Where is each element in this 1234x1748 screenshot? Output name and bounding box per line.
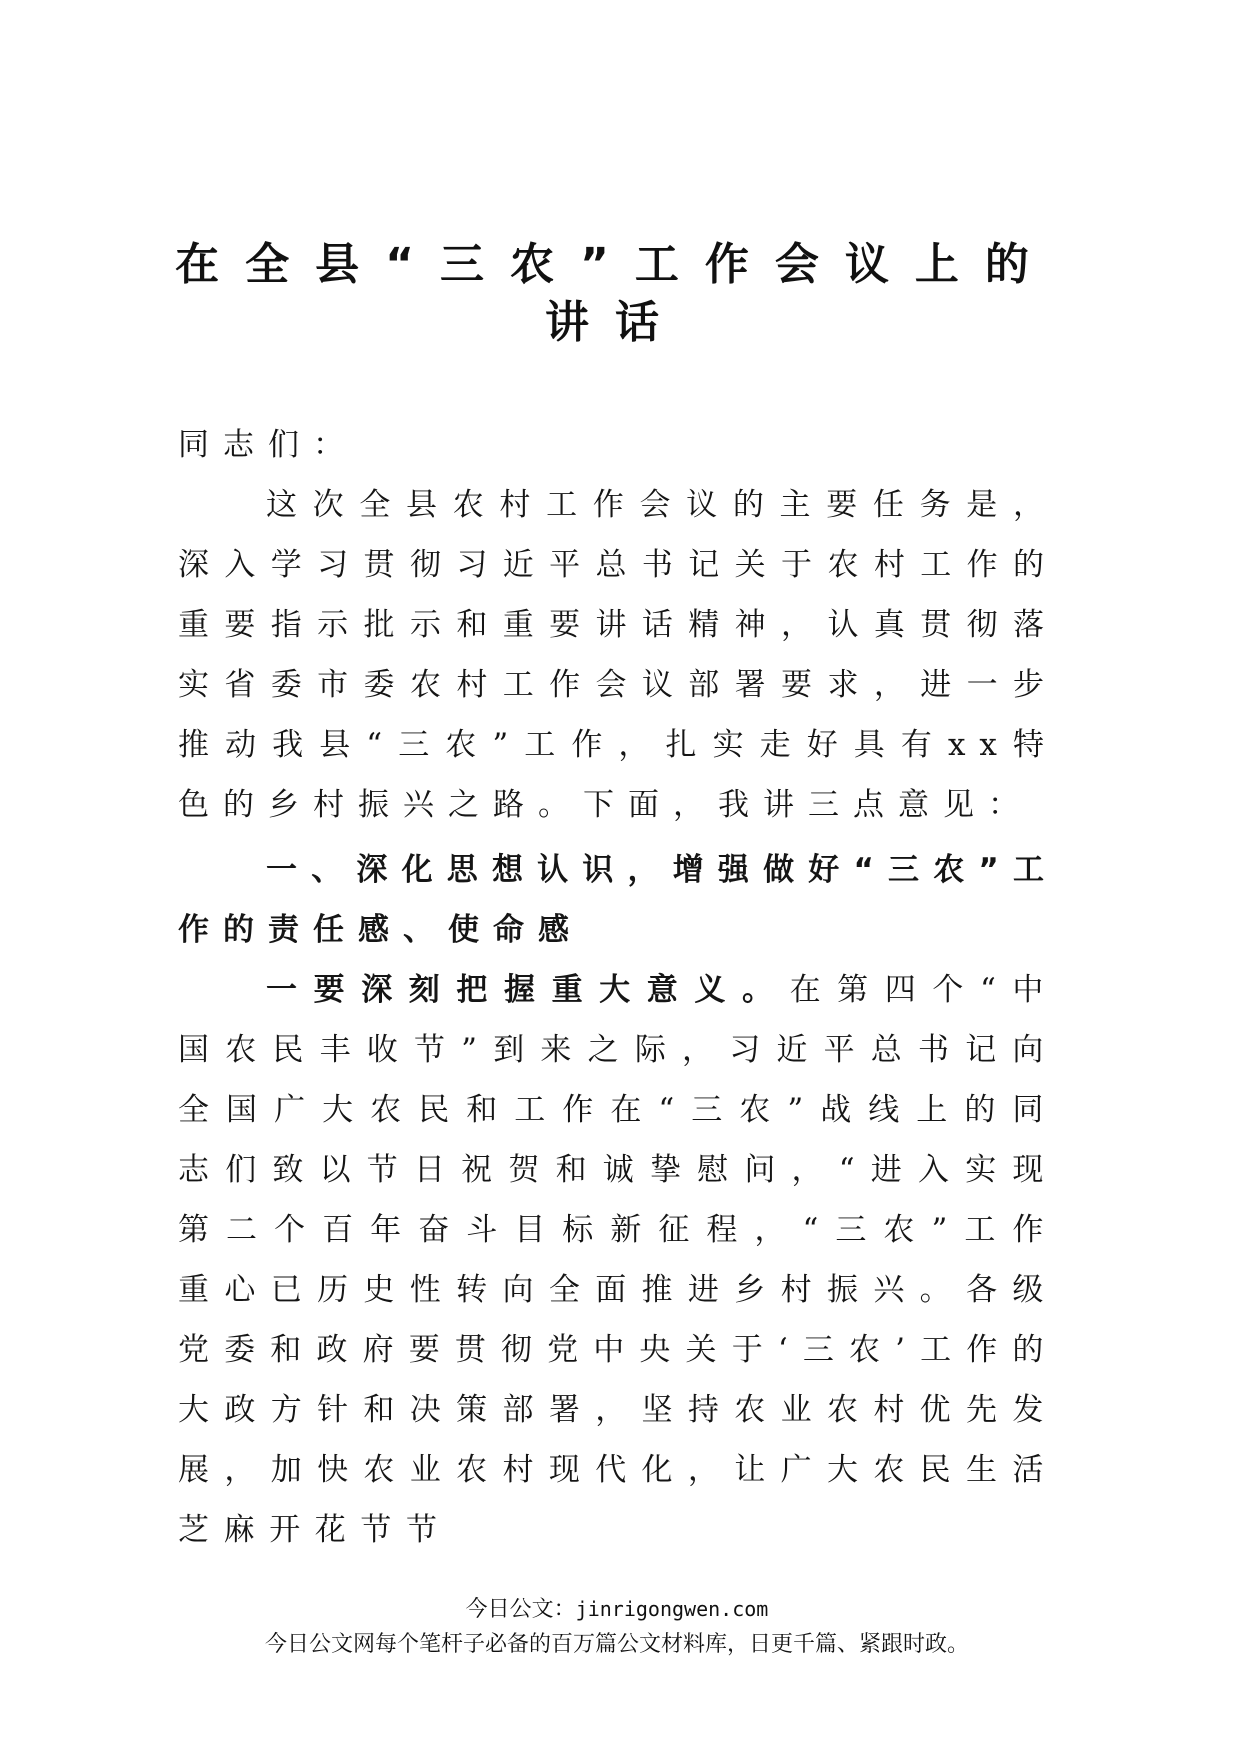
paragraph-lead-sentence: 一要深刻把握重大意义。 — [266, 972, 790, 1008]
footer-site-url[interactable]: jinrigongwen.com — [575, 1597, 769, 1621]
footer-slogan: 今日公文网每个笔杆子必备的百万篇公文材料库，日更千篇、紧跟时政。 — [264, 1632, 969, 1657]
intro-paragraph: 这次全县农村工作会议的主要任务是，深入学习贯彻习近平总书记关于农村工作的重要指示批示和重要讲话精神，认真贯彻落实省委市委农村工作会议部署要求，进一步推动我县“三农”工作，扎实走好具有xx特色的乡村振兴之路。下面，我讲三点意见： — [178, 487, 1058, 823]
document-title-line-1: 在全县“三农”工作会议上的 — [175, 239, 1055, 290]
section-heading-1: 一、深化思想认识，增强做好“三农”工作的责任感、使命感 — [178, 852, 1058, 948]
document-title-line-2: 讲话 — [545, 297, 685, 348]
paragraph-body-text: 在第四个“中国农民丰收节”到来之际，习近平总书记向全国广大农民和工作在“三农”战线上的同志们致以节日祝贺和诚挚慰问，“进入实现第二个百年奋斗目标新征程，“三农”工作重心已历史性转向全面推进乡村振兴。各级党委和政府要贯彻党中央关于‘三农’工作的大政方针和决策部署，坚持农业农村优先发展，加快农业农村现代化，让广大农民生活芝麻开花节节 — [178, 972, 1058, 1548]
greeting: 同志们： — [178, 427, 358, 463]
footer-site-label: 今日公文： — [465, 1597, 576, 1622]
footer-site-line — [0, 1594, 1234, 1625]
body-paragraph-2 — [178, 960, 1058, 1560]
